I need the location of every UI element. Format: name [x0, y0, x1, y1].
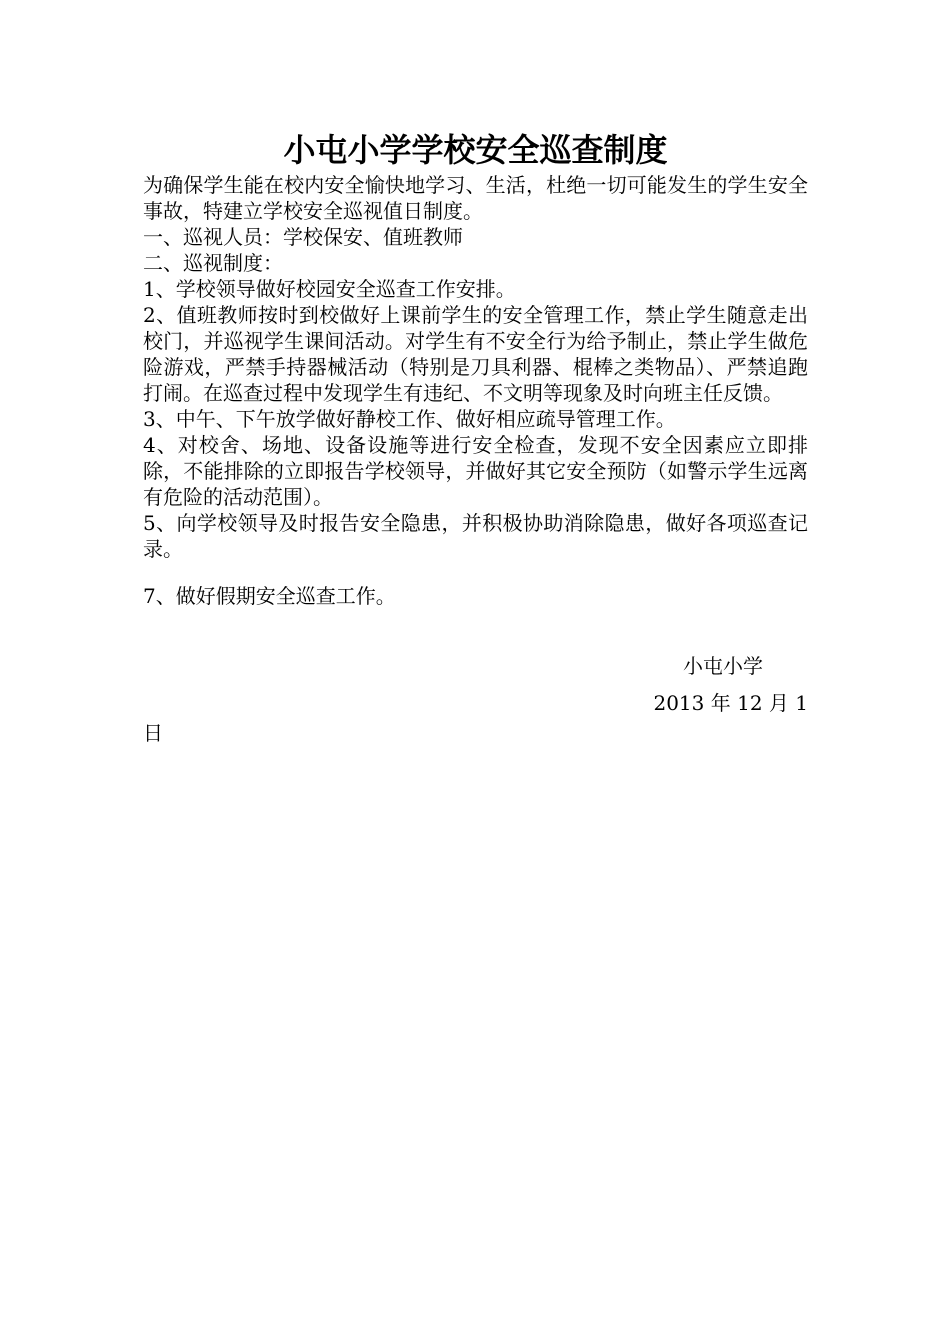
- rule-item-4: 4、对校舍、场地、设备设施等进行安全检查，发现不安全因素应立即排除，不能排除的立即报告学校领导，并做好其它安全预防（如警示学生远离有危险的活动范围）。: [143, 433, 808, 509]
- signature-date-tail: 日: [143, 721, 163, 745]
- section-rules-heading: 二、巡视制度：: [143, 251, 283, 275]
- page-title: 小屯小学学校安全巡查制度: [283, 131, 668, 169]
- rule-item-3: 3、中午、下午放学做好静校工作、做好相应疏导管理工作。: [143, 407, 676, 431]
- rule-item-5: 5、向学校领导及时报告安全隐患，并积极协助消除隐患，做好各项巡查记录。: [143, 511, 808, 561]
- signature-date-main: 2013 年 12 月 1: [653, 691, 808, 715]
- section-personnel: 一、巡视人员：学校保安、值班教师: [143, 225, 463, 249]
- rule-item-7: 7、做好假期安全巡查工作。: [143, 584, 396, 608]
- rule-item-1: 1、学校领导做好校园安全巡查工作安排。: [143, 277, 516, 301]
- signature-organization: 小屯小学: [683, 654, 763, 678]
- document-body: [143, 172, 808, 562]
- rule-item-2: 2、值班教师按时到校做好上课前学生的安全管理工作，禁止学生随意走出校门，并巡视学生课间活动。对学生有不安全行为给予制止，禁止学生做危险游戏，严禁手持器械活动（特别是刀具利器、棍棒之类物品）、严禁追跑打闹。在巡查过程中发现学生有违纪、不文明等现象及时向班主任反馈。: [143, 303, 808, 405]
- intro-paragraph: 为确保学生能在校内安全愉快地学习、生活，杜绝一切可能发生的学生安全事故，特建立学校安全巡视值日制度。: [143, 173, 808, 223]
- signature-date: [143, 688, 808, 748]
